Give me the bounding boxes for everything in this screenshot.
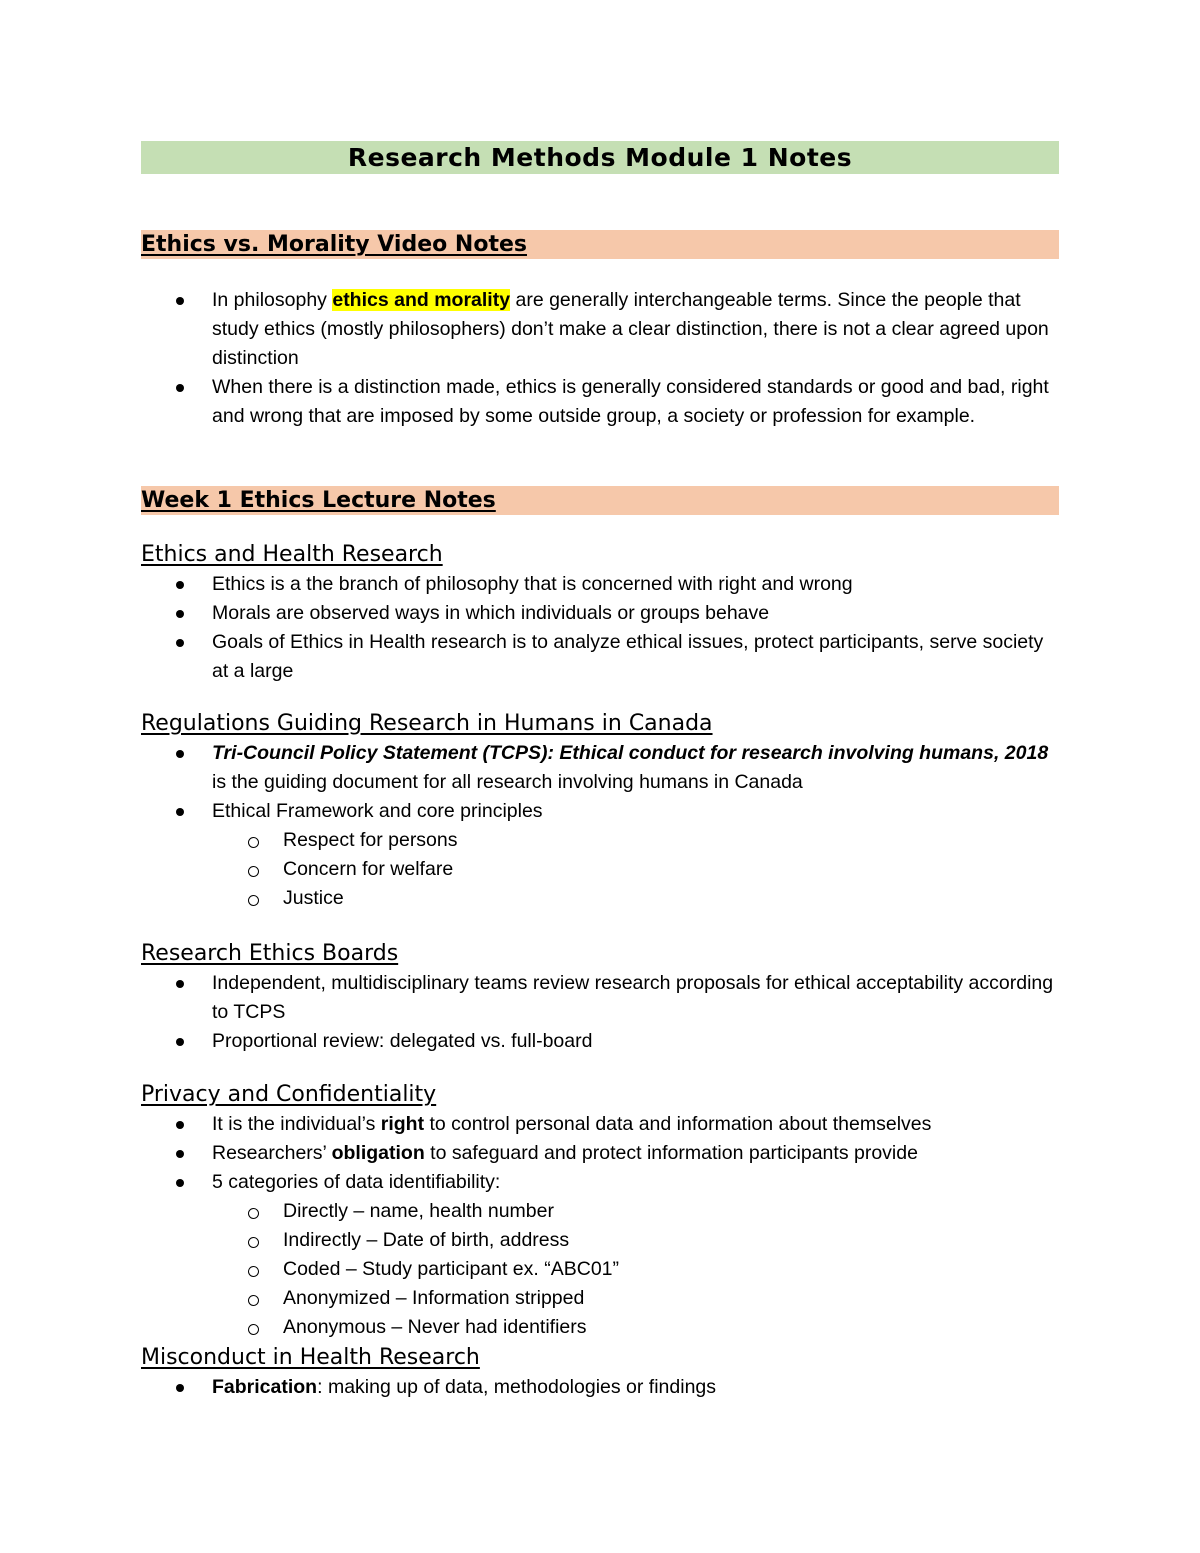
list-item: It is the individual’s right to control personal data and information about themselves: [0, 1110, 1062, 1139]
circle-bullet-icon: [248, 1324, 259, 1335]
bullet-icon: [176, 639, 184, 647]
sub-list-item: Directly – name, health number: [0, 1197, 1063, 1226]
ethics-morality-list: [0, 286, 1062, 431]
circle-bullet-icon: [248, 866, 259, 877]
list-item: When there is a distinction made, ethics is generally considered standards or good and bad, right and wrong that are imposed by some outside group, a society or profession for example.: [0, 373, 1062, 431]
list-item: Goals of Ethics in Health research is to analyze ethical issues, protect participants, serve society at a large: [0, 628, 1062, 686]
list-item: In philosophy ethics and morality are generally interchangeable terms. Since the people that study ethics (mostly philosophers) don’t make a clear distinction, there is not a clear agreed upon distinction: [0, 286, 1062, 373]
bullet-icon: [176, 1038, 184, 1046]
list-item: Ethics is a the branch of philosophy that is concerned with right and wrong: [0, 570, 1062, 599]
bullet-icon: [176, 1384, 184, 1392]
section-heading-week1-lecture: Week 1 Ethics Lecture Notes: [141, 486, 1059, 515]
bullet-icon: [176, 1121, 184, 1129]
ethics-health-list: [0, 570, 1062, 686]
circle-bullet-icon: [248, 1266, 259, 1277]
bullet-icon: [176, 808, 184, 816]
list-item: Proportional review: delegated vs. full-board: [0, 1027, 1062, 1056]
circle-bullet-icon: [248, 1295, 259, 1306]
misconduct-list: [0, 1373, 1062, 1402]
sub-list-item: Concern for welfare: [0, 855, 1063, 884]
list-item: 5 categories of data identifiability:: [0, 1168, 1062, 1197]
list-item: Ethical Framework and core principles: [0, 797, 1062, 826]
reb-list: [0, 969, 1062, 1056]
list-item: Fabrication: making up of data, methodologies or findings: [0, 1373, 1062, 1402]
sub-list-item: Justice: [0, 884, 1063, 913]
sub-list-item: Anonymized – Information stripped: [0, 1284, 1063, 1313]
bullet-icon: [176, 1179, 184, 1187]
section-heading-ethics-morality: Ethics vs. Morality Video Notes: [141, 230, 1059, 259]
bullet-icon: [176, 610, 184, 618]
bullet-icon: [176, 384, 184, 392]
document-title: Research Methods Module 1 Notes: [141, 141, 1059, 174]
circle-bullet-icon: [248, 895, 259, 906]
list-item: Researchers’ obligation to safeguard and protect information participants provide: [0, 1139, 1062, 1168]
bullet-icon: [176, 1150, 184, 1158]
sub-list-item: Respect for persons: [0, 826, 1063, 855]
bullet-icon: [176, 750, 184, 758]
highlighted-text: ethics and morality: [332, 289, 511, 311]
regulations-list: [0, 739, 1063, 913]
list-item: Morals are observed ways in which individuals or groups behave: [0, 599, 1062, 628]
list-item: Tri-Council Policy Statement (TCPS): Ethical conduct for research involving humans, 2018 is the guiding document for all research involving humans in Canada: [0, 739, 1062, 797]
subheading-ethics-health-research: Ethics and Health Research: [141, 542, 443, 567]
subheading-regulations: Regulations Guiding Research in Humans in Canada: [141, 711, 713, 736]
privacy-list: [0, 1110, 1063, 1342]
subheading-privacy-confidentiality: Privacy and Confidentiality: [141, 1082, 437, 1107]
sub-list-item: Indirectly – Date of birth, address: [0, 1226, 1063, 1255]
sub-list-item: Anonymous – Never had identifiers: [0, 1313, 1063, 1342]
list-item: Independent, multidisciplinary teams review research proposals for ethical acceptability according to TCPS: [0, 969, 1062, 1027]
circle-bullet-icon: [248, 1237, 259, 1248]
bullet-icon: [176, 297, 184, 305]
bullet-icon: [176, 980, 184, 988]
subheading-misconduct: Misconduct in Health Research: [141, 1345, 480, 1370]
circle-bullet-icon: [248, 837, 259, 848]
sub-list-item: Coded – Study participant ex. “ABC01”: [0, 1255, 1063, 1284]
circle-bullet-icon: [248, 1208, 259, 1219]
bullet-icon: [176, 581, 184, 589]
subheading-research-ethics-boards: Research Ethics Boards: [141, 941, 399, 966]
